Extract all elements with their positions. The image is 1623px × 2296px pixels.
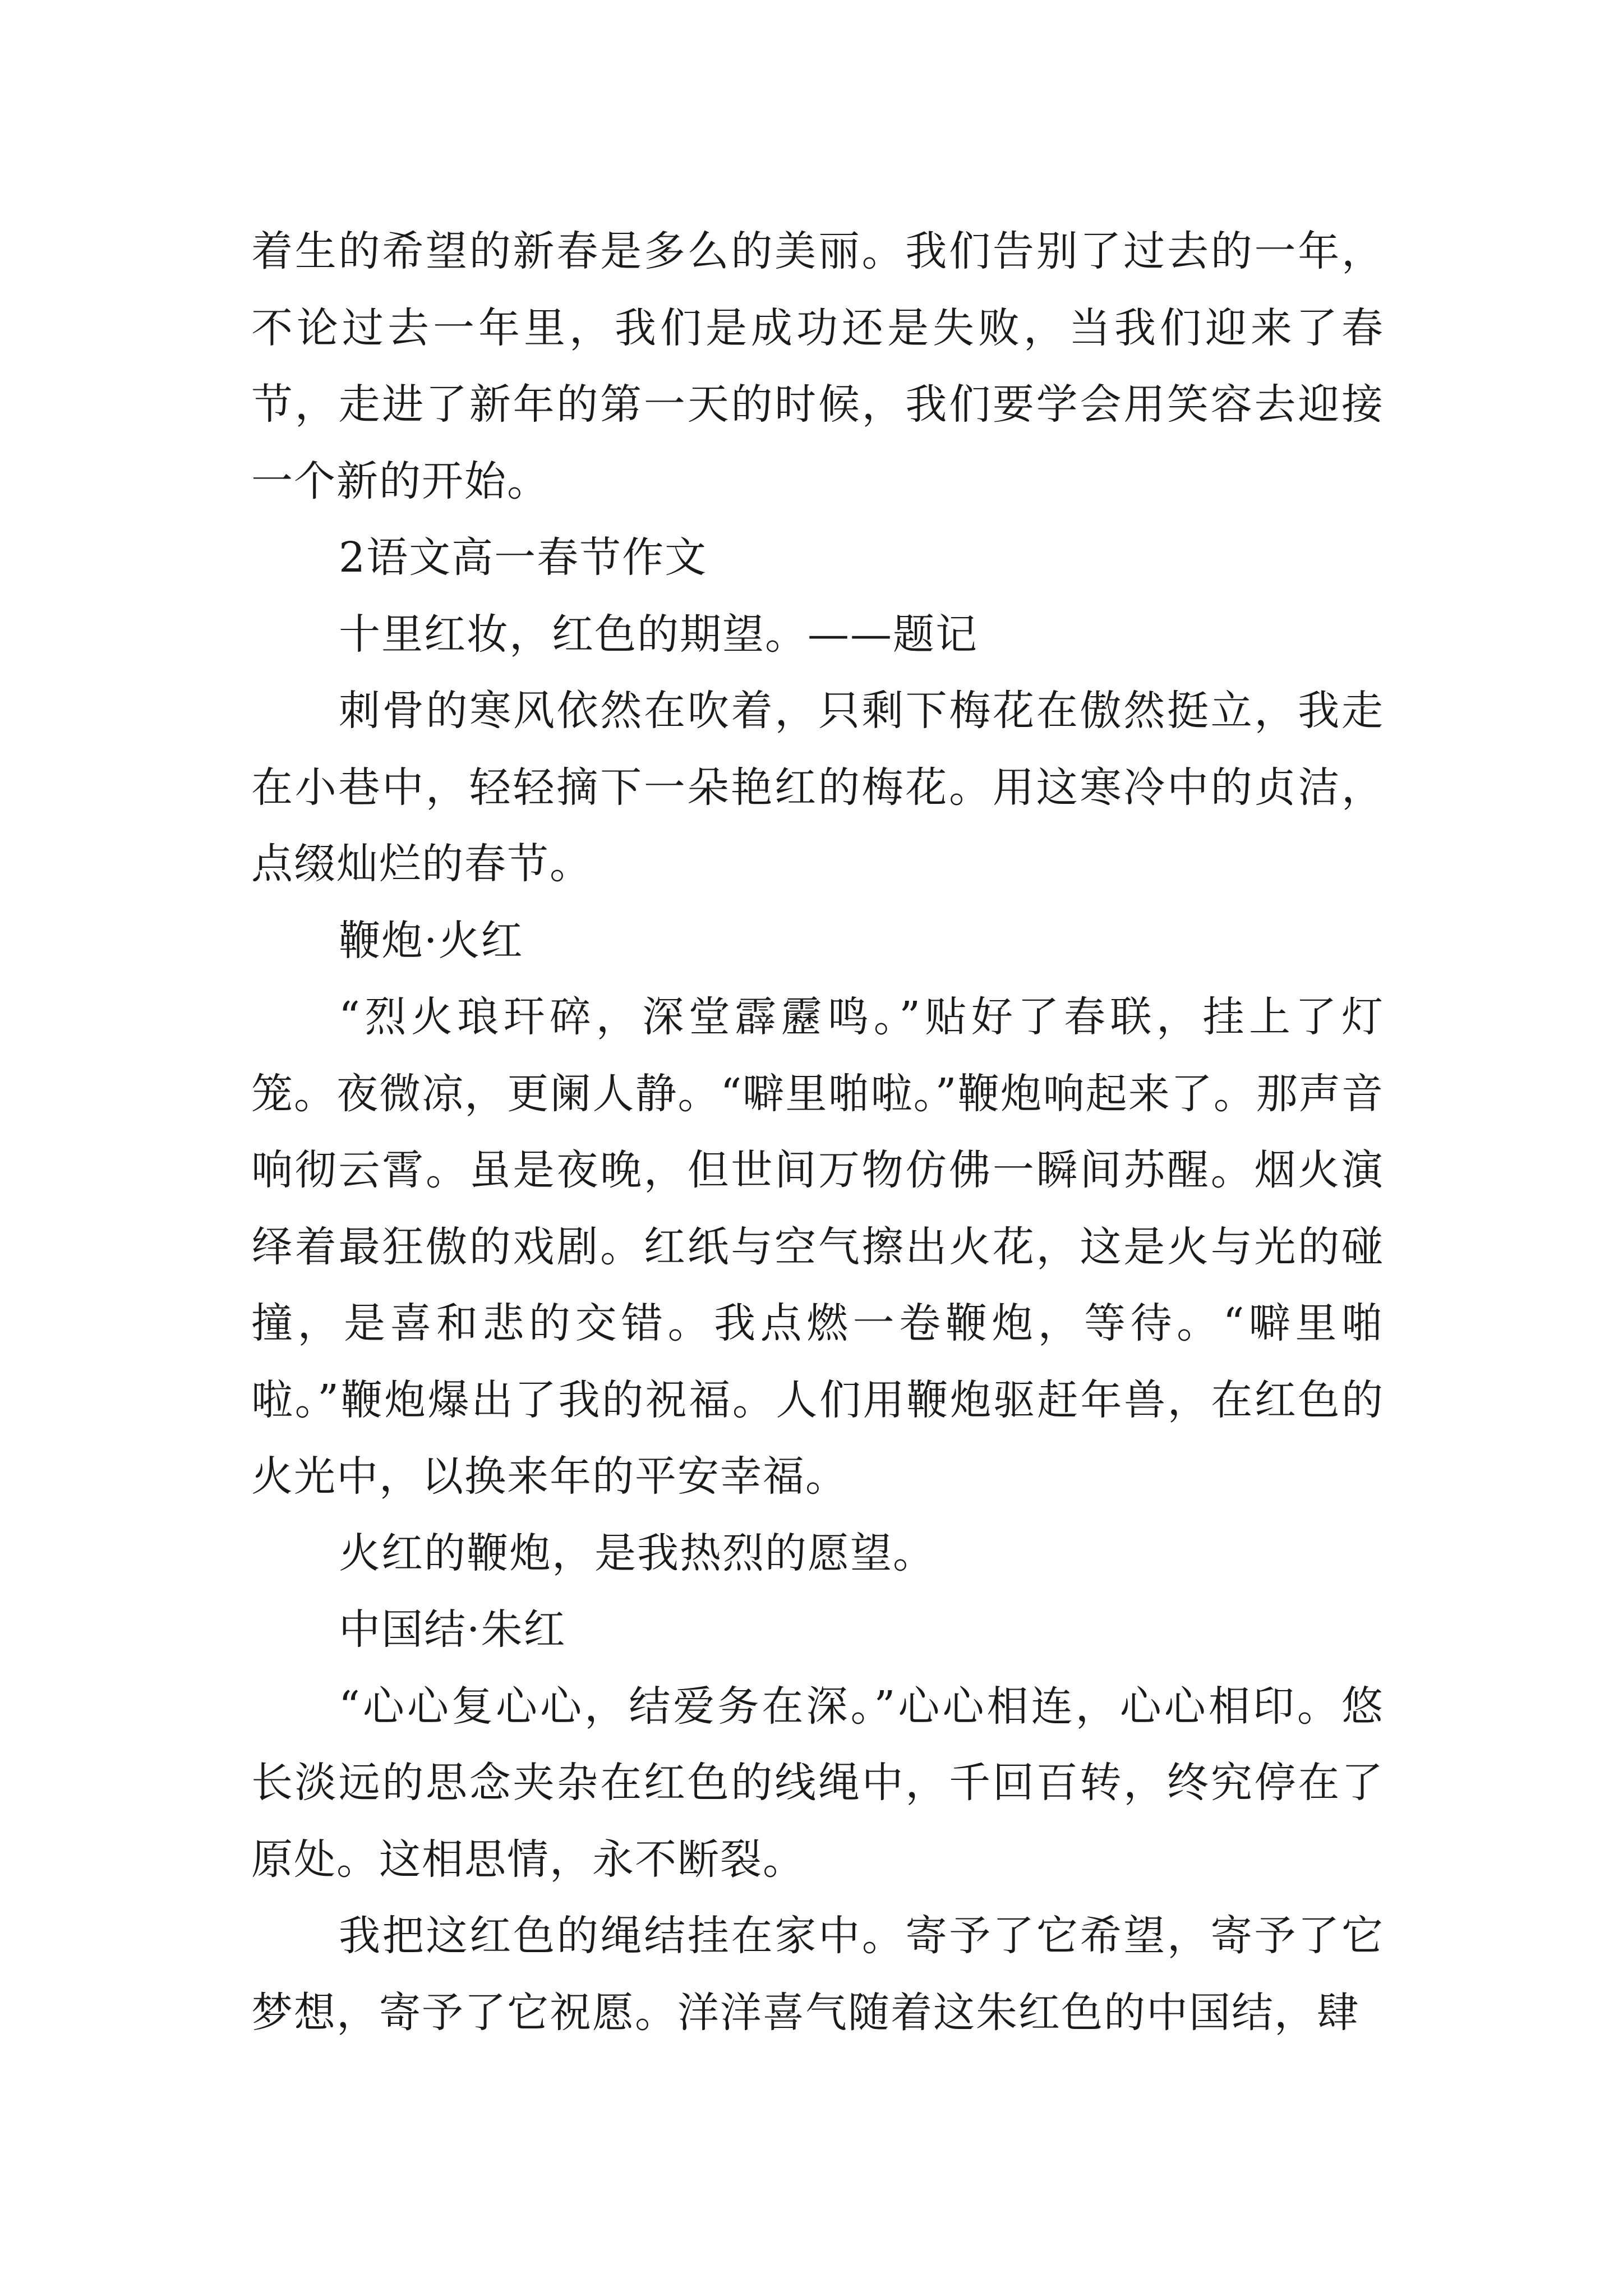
- paragraph: 火红的鞭炮，是我热烈的愿望。: [339, 1529, 935, 1577]
- paragraph: 刺骨的寒风依然在吹着，只剩下梅花在傲然挺立，我走在小巷中，轻轻摘下一朵艳红的梅花。用这寒冷中的贞洁，点缀灿烂的春节。: [251, 687, 1384, 888]
- section-heading-firecrackers: 鞭炮·火红: [339, 916, 524, 965]
- epigraph: 十里红妆，红色的期望。——题记: [339, 610, 978, 659]
- section-heading-chinese-knot: 中国结·朱红: [339, 1605, 566, 1654]
- paragraph: “烈火琅玕碎，深堂霹靂鸣。”贴好了春联，挂上了灯笼。夜微凉，更阑人静。“噼里啪啦。”鞭炮响起来了。那声音响彻云霄。虽是夜晚，但世间万物仿佛一瞬间苏醒。烟火演绎着最狂傲的戏剧。红纸与空气擦出火花，这是火与光的碰撞，是喜和悲的交错。我点燃一卷鞭炮，等待。“噼里啪啦。”鞭炮爆出了我的祝福。人们用鞭炮驱赶年兽，在红色的火光中，以换来年的平安幸福。: [251, 993, 1384, 1501]
- paragraph: “心心复心心，结爱务在深。”心心相连，心心相印。悠长淡远的思念夹杂在红色的线绳中，千回百转，终究停在了原处。这相思情，永不断裂。: [251, 1682, 1384, 1884]
- paragraph: 我把这红色的绳结挂在家中。寄予了它希望，寄予了它梦想，寄予了它祝愿。洋洋喜气随着这朱红色的中国结，肆: [251, 1912, 1384, 2037]
- paragraph: 着生的希望的新春是多么的美丽。我们告别了过去的一年，不论过去一年里，我们是成功还是失败，当我们迎来了春节，走进了新年的第一天的时候，我们要学会用笑容去迎接一个新的开始。: [251, 227, 1384, 505]
- essay-body: [251, 213, 1384, 2051]
- essay-heading: 2语文高一春节作文: [339, 533, 708, 582]
